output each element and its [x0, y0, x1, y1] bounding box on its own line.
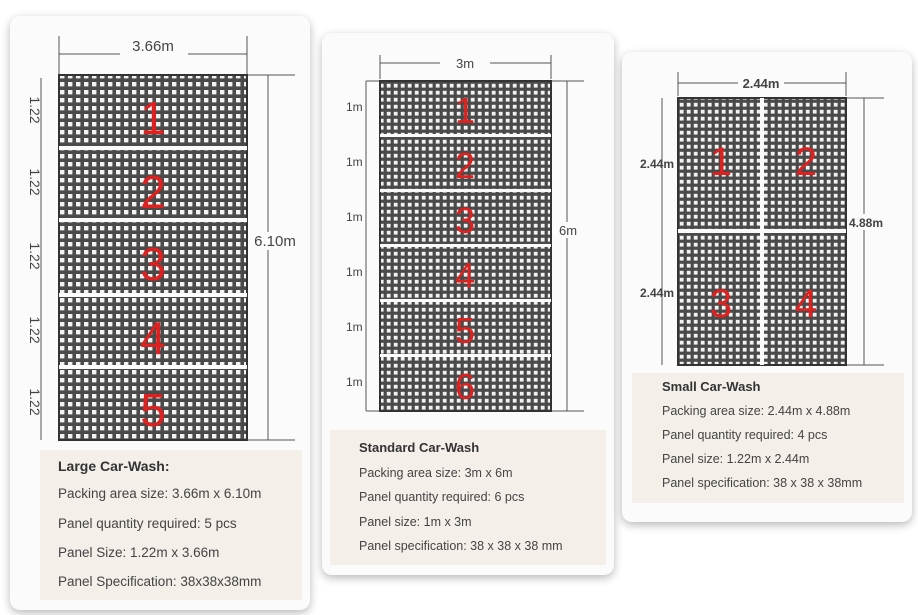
spec-line: Panel quantity required: 5 pcs	[58, 516, 237, 531]
panel-height-label: 1.22	[27, 388, 43, 416]
panel-height-label: 1m	[346, 265, 363, 279]
width-dimension-label: 3.66m	[132, 38, 174, 55]
spec-line: Panel specification: 38 x 38 x 38 mm	[359, 539, 563, 553]
panel-number: 2	[140, 166, 166, 218]
panel-number: 1	[709, 140, 733, 184]
spec-line: Panel size: 1.22m x 2.44m	[662, 452, 810, 466]
panel-number: 4	[140, 312, 166, 364]
panel-number: 2	[794, 140, 818, 184]
width-dimension-label: 3m	[455, 56, 475, 71]
panel-divider	[59, 146, 247, 150]
height-dimension-label: 6.10m	[254, 233, 296, 250]
width-dimension-label: 2.44m	[742, 76, 780, 91]
panel-number: 1	[454, 90, 476, 131]
spec-line: Panel quantity required: 4 pcs	[662, 428, 828, 442]
panel-number: 1	[140, 92, 166, 144]
spec-title: Small Car-Wash	[662, 379, 761, 394]
panel-height-label: 1.22	[27, 96, 43, 124]
panel-divider	[678, 229, 846, 233]
panel-height-label: 1m	[346, 320, 363, 334]
standard-car-wash-card	[322, 33, 614, 575]
spec-line: Panel size: 1m x 3m	[359, 515, 472, 529]
panel-number: 3	[140, 238, 166, 290]
panel-number: 2	[454, 145, 476, 186]
spec-title: Standard Car-Wash	[359, 440, 480, 455]
panel-height-label: 1.22	[27, 316, 43, 344]
small-car-wash-spec	[632, 373, 904, 503]
height-dimension-label: 4.88m	[848, 216, 884, 230]
large-car-wash-card	[10, 16, 310, 610]
panel-divider	[380, 244, 551, 247]
panel-divider	[380, 134, 551, 137]
panel-number: 5	[140, 384, 166, 436]
panel-number: 3	[454, 200, 476, 241]
panel-height-label: 2.44m	[640, 286, 675, 300]
panel-divider	[59, 218, 247, 222]
panel-height-label: 1m	[346, 375, 363, 389]
standard-car-wash-spec	[330, 430, 606, 565]
panel-height-label: 1m	[346, 100, 363, 114]
panel-divider	[59, 293, 247, 297]
panel-number: 4	[794, 282, 818, 326]
panel-number: 4	[454, 255, 476, 296]
panel-height-label: 1.22	[27, 242, 43, 270]
spec-line: Panel Specification: 38x38x38mm	[58, 574, 262, 589]
spec-line: Packing area size: 3.66m x 6.10m	[58, 486, 262, 501]
panel-height-label: 1.22	[27, 168, 43, 196]
spec-line: Packing area size: 2.44m x 4.88m	[662, 404, 851, 418]
spec-line: Panel specification: 38 x 38 x 38mm	[662, 476, 863, 490]
panel-divider	[380, 189, 551, 192]
panel-number: 3	[709, 282, 733, 326]
panel-height-label: 2.44m	[640, 157, 675, 171]
panel-number: 6	[454, 366, 476, 407]
panel-height-label: 1m	[346, 210, 363, 224]
large-car-wash-spec	[40, 450, 302, 600]
small-car-wash-card	[622, 52, 912, 522]
panel-divider	[380, 354, 551, 357]
panel-number: 5	[454, 310, 476, 351]
height-dimension-label: 6m	[558, 223, 578, 238]
spec-line: Packing area size: 3m x 6m	[359, 466, 513, 480]
spec-line: Panel Size: 1.22m x 3.66m	[58, 545, 220, 560]
panel-divider	[380, 299, 551, 302]
panel-divider	[59, 365, 247, 369]
spec-title: Large Car-Wash:	[58, 458, 170, 474]
panel-height-label: 1m	[346, 155, 363, 169]
spec-line: Panel quantity required: 6 pcs	[359, 490, 525, 504]
